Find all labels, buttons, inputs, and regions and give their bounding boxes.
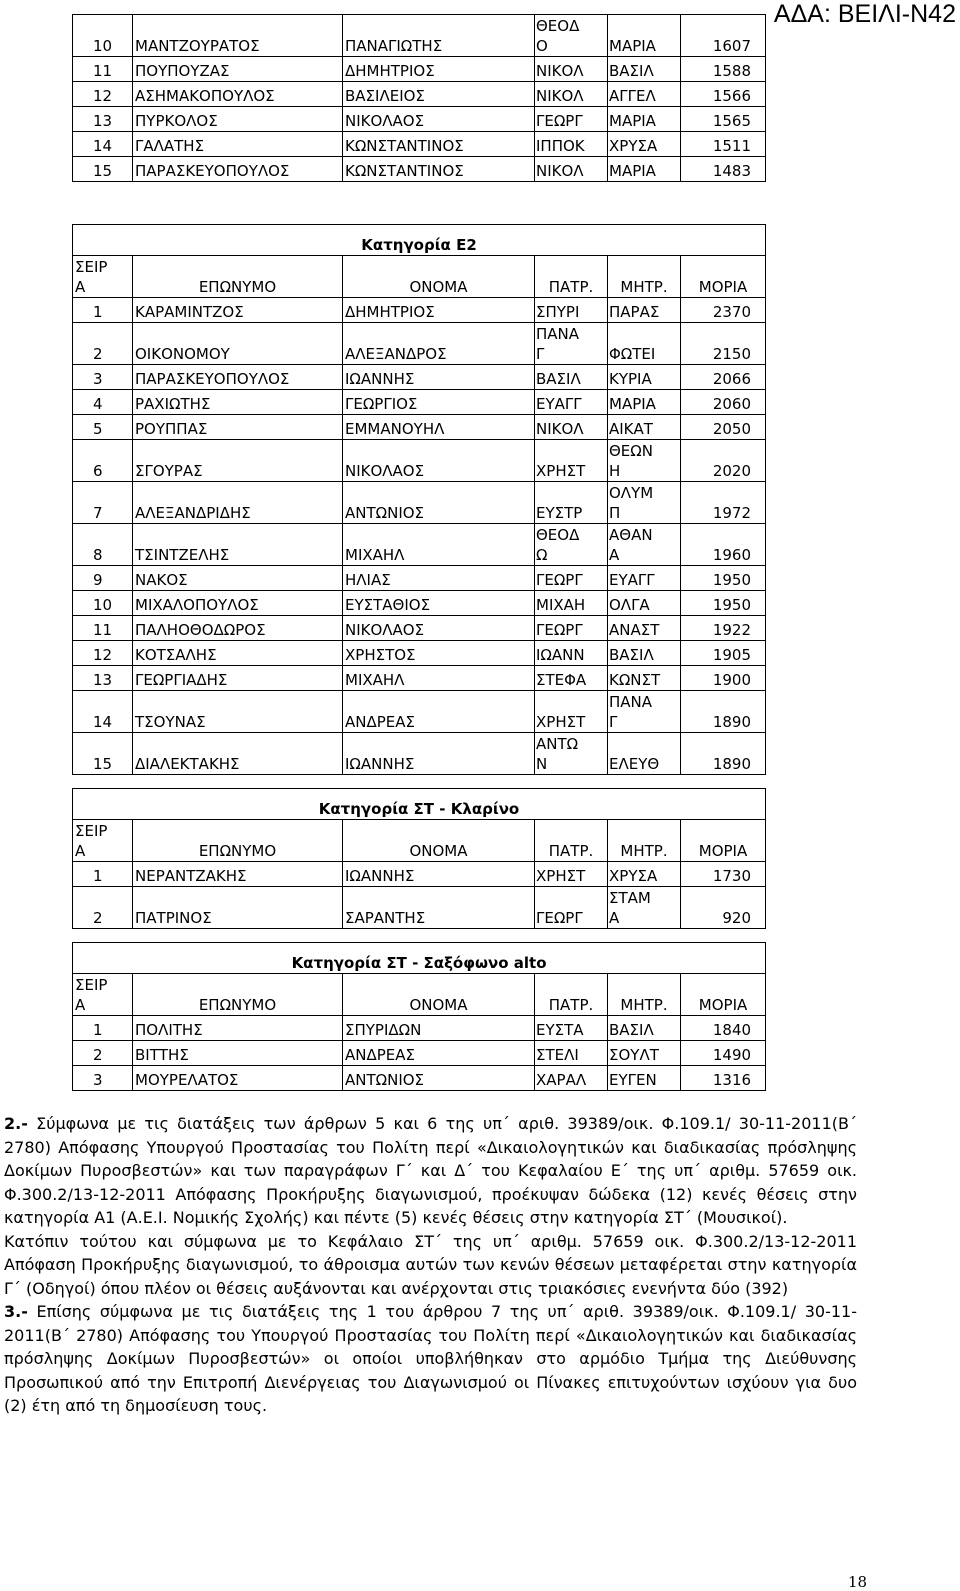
cell-row-number: 15 xyxy=(73,733,133,775)
cell-surname: ΜΟΥΡΕΛΑΤΟΣ xyxy=(133,1066,343,1091)
cell-first-name: ΜΙΧΑΗΛ xyxy=(343,524,535,566)
cell-surname: ΝΑΚΟΣ xyxy=(133,566,343,591)
cell-mother-name: ΧΡΥΣΑ xyxy=(608,862,681,887)
cell-surname: ΠΥΡΚΟΛΟΣ xyxy=(133,107,343,132)
cell-score: 1890 xyxy=(681,733,766,775)
cell-father-name: ΓΕΩΡΓ xyxy=(535,616,608,641)
cell-score: 1607 xyxy=(681,15,766,57)
table-header-row xyxy=(73,256,766,298)
cell-score: 2050 xyxy=(681,415,766,440)
cell-row-number: 3 xyxy=(73,365,133,390)
cell-mother-name: ΑΝΑΣΤ xyxy=(608,616,681,641)
cell-first-name: ΝΙΚΟΛΑΟΣ xyxy=(343,616,535,641)
cell-row-number: 2 xyxy=(73,323,133,365)
cell-father-name: ΧΑΡΑΛ xyxy=(535,1066,608,1091)
cell-row-number: 2 xyxy=(73,887,133,929)
cell-score: 1900 xyxy=(681,666,766,691)
cell-father-name: ΘΕΟΔ Ω xyxy=(535,524,608,566)
table-row xyxy=(73,616,766,641)
cell-father-name: ΓΕΩΡΓ xyxy=(535,887,608,929)
table-body xyxy=(73,15,766,182)
header-surname: ΕΠΩΝΥΜΟ xyxy=(133,820,343,862)
body-text xyxy=(4,1112,857,1418)
table-top-continuation xyxy=(72,14,766,182)
cell-row-number: 11 xyxy=(73,57,133,82)
table-row xyxy=(73,365,766,390)
header-first-name: ΟΝΟΜΑ xyxy=(343,820,535,862)
cell-first-name: ΚΩΝΣΤΑΝΤΙΝΟΣ xyxy=(343,132,535,157)
cell-surname: ΤΣΟΥΝΑΣ xyxy=(133,691,343,733)
cell-mother-name: ΜΑΡΙΑ xyxy=(608,390,681,415)
cell-surname: ΔΙΑΛΕΚΤΑΚΗΣ xyxy=(133,733,343,775)
cell-row-number: 2 xyxy=(73,1041,133,1066)
cell-first-name: ΒΑΣΙΛΕΙΟΣ xyxy=(343,82,535,107)
cell-surname: ΠΑΡΑΣΚΕΥΟΠΟΥΛΟΣ xyxy=(133,157,343,182)
header-first-name: ΟΝΟΜΑ xyxy=(343,974,535,1016)
cell-mother-name: ΦΩΤΕΙ xyxy=(608,323,681,365)
cell-first-name: ΑΝΔΡΕΑΣ xyxy=(343,691,535,733)
cell-mother-name: ΑΘΑΝ Α xyxy=(608,524,681,566)
header-surname: ΕΠΩΝΥΜΟ xyxy=(133,256,343,298)
cell-mother-name: ΕΥΑΓΓ xyxy=(608,566,681,591)
header-first-name: ΟΝΟΜΑ xyxy=(343,256,535,298)
cell-row-number: 15 xyxy=(73,157,133,182)
cell-father-name: ΧΡΗΣΤ xyxy=(535,862,608,887)
table-row xyxy=(73,390,766,415)
table-row xyxy=(73,482,766,524)
cell-father-name: ΝΙΚΟΛ xyxy=(535,57,608,82)
category-title: Κατηγορία ΣΤ - Σαξόφωνο alto xyxy=(73,943,766,974)
cell-surname: ΚΑΡΑΜΙΝΤΖΟΣ xyxy=(133,298,343,323)
cell-father-name: ΣΤΕΛΙ xyxy=(535,1041,608,1066)
cell-first-name: ΣΠΥΡΙΔΩΝ xyxy=(343,1016,535,1041)
cell-father-name: ΘΕΟΔ Ο xyxy=(535,15,608,57)
header-surname: ΕΠΩΝΥΜΟ xyxy=(133,974,343,1016)
table-header-row xyxy=(73,974,766,1016)
table-row xyxy=(73,82,766,107)
cell-first-name: ΔΗΜΗΤΡΙΟΣ xyxy=(343,57,535,82)
header-father-name: ΠΑΤΡ. xyxy=(535,974,608,1016)
cell-first-name: ΚΩΝΣΤΑΝΤΙΝΟΣ xyxy=(343,157,535,182)
table-row xyxy=(73,1016,766,1041)
table-row xyxy=(73,666,766,691)
cell-mother-name: ΜΑΡΙΑ xyxy=(608,107,681,132)
paragraph-text: Σύμφωνα με τις διατάξεις των άρθρων 5 και 6 της υπ΄ αριθ. 39389/οικ. Φ.109.1/ 30-11-2011(Β΄ 2780) Απόφασης Υπουργού Προστασίας του Πολίτη περί «Δικαιολογητικών και διαδικασίας πρόσληψης Δοκίμων Πυροσβεστών» και των παραγράφων Γ΄ και Δ΄ του Κεφαλαίου Ε΄ της υπ΄ αριθμ. 57659 οικ. Φ.300.2/13-12-2011 Απόφασης Προκήρυξης διαγωνισμού, προέκυψαν δώδεκα (12) κενές θέσεις στην κατηγορία Α1 (Α.Ε.Ι. Νομικής Σχολής) και πέντε (5) κενές θέσεις στην κατηγορία ΣΤ΄ (Μουσικοί). xyxy=(4,1114,857,1227)
table-row xyxy=(73,157,766,182)
cell-row-number: 13 xyxy=(73,666,133,691)
cell-mother-name: ΜΑΡΙΑ xyxy=(608,15,681,57)
cell-first-name: ΙΩΑΝΝΗΣ xyxy=(343,733,535,775)
header-score: ΜΟΡΙΑ xyxy=(681,820,766,862)
cell-first-name: ΣΑΡΑΝΤΗΣ xyxy=(343,887,535,929)
cell-row-number: 9 xyxy=(73,566,133,591)
cell-row-number: 14 xyxy=(73,132,133,157)
cell-first-name: ΙΩΑΝΝΗΣ xyxy=(343,365,535,390)
cell-score: 1950 xyxy=(681,566,766,591)
cell-mother-name: ΟΛΥΜ Π xyxy=(608,482,681,524)
cell-father-name: ΧΡΗΣΤ xyxy=(535,440,608,482)
cell-score: 1490 xyxy=(681,1041,766,1066)
cell-row-number: 3 xyxy=(73,1066,133,1091)
table-row xyxy=(73,132,766,157)
cell-row-number: 12 xyxy=(73,82,133,107)
header-mother-name: ΜΗΤΡ. xyxy=(608,256,681,298)
cell-surname: ΡΟΥΠΠΑΣ xyxy=(133,415,343,440)
cell-first-name: ΔΗΜΗΤΡΙΟΣ xyxy=(343,298,535,323)
cell-first-name: ΝΙΚΟΛΑΟΣ xyxy=(343,440,535,482)
cell-score: 2066 xyxy=(681,365,766,390)
cell-score: 1905 xyxy=(681,641,766,666)
table-row xyxy=(73,566,766,591)
header-father-name: ΠΑΤΡ. xyxy=(535,820,608,862)
paragraph-text: Επίσης σύμφωνα με τις διατάξεις της 1 του άρθρου 7 της υπ΄ αριθ. 39389/οικ. Φ.109.1/ 30-11-2011(Β΄ 2780) Απόφασης του Υπουργού Προστασίας του Πολίτη περί «Δικαιολογητικών και διαδικασίας πρόσληψης Δοκίμων Πυροσβεστών» οι οποίοι υποβλήθηκαν στο αρμόδιο Τμήμα της Διεύθυνσης Προσωπικού από την Επιτροπή Διενέργειας του Διαγωνισμού οι Πίνακες επιτυχούντων ισχύουν για δυο (2) έτη από τη δημοσίευση τους. xyxy=(4,1302,857,1415)
cell-father-name: ΝΙΚΟΛ xyxy=(535,157,608,182)
header-mother-name: ΜΗΤΡ. xyxy=(608,820,681,862)
cell-surname: ΓΑΛΑΤΗΣ xyxy=(133,132,343,157)
cell-mother-name: ΣΤΑΜ Α xyxy=(608,887,681,929)
cell-score: 1840 xyxy=(681,1016,766,1041)
header-row-number: ΣΕΙΡ Α xyxy=(73,820,133,862)
cell-first-name: ΑΝΔΡΕΑΣ xyxy=(343,1041,535,1066)
cell-row-number: 4 xyxy=(73,390,133,415)
cell-score: 1972 xyxy=(681,482,766,524)
cell-surname: ΝΕΡΑΝΤΖΑΚΗΣ xyxy=(133,862,343,887)
table-row xyxy=(73,887,766,929)
cell-mother-name: ΚΩΝΣΤ xyxy=(608,666,681,691)
cell-surname: ΓΕΩΡΓΙΑΔΗΣ xyxy=(133,666,343,691)
table-row xyxy=(73,298,766,323)
cell-score: 920 xyxy=(681,887,766,929)
cell-father-name: ΜΙΧΑΗ xyxy=(535,591,608,616)
cell-mother-name: ΒΑΣΙΛ xyxy=(608,641,681,666)
header-score: ΜΟΡΙΑ xyxy=(681,974,766,1016)
cell-father-name: ΝΙΚΟΛ xyxy=(535,82,608,107)
cell-first-name: ΝΙΚΟΛΑΟΣ xyxy=(343,107,535,132)
cell-father-name: ΠΑΝΑ Γ xyxy=(535,323,608,365)
table-row xyxy=(73,733,766,775)
cell-row-number: 1 xyxy=(73,298,133,323)
page-number: 18 xyxy=(848,1573,868,1591)
paragraph-text: Κατόπιν τούτου και σύμφωνα με το Κεφάλαιο ΣΤ΄ της υπ΄ αριθμ. 57659 οικ. Φ.300.2/13-12-2011 Απόφαση Προκήρυξης διαγωνισμού, το άθροισμα αυτών των κενών θέσεων μεταφέρεται στην κατηγορία Γ΄ (Οδηγοί) όπου πλέον οι θέσεις αυξάνονται και ανέρχονται στις τριακόσιες ενενήντα δύο (392) xyxy=(4,1231,857,1298)
cell-score: 1483 xyxy=(681,157,766,182)
cell-mother-name: ΜΑΡΙΑ xyxy=(608,157,681,182)
cell-first-name: ΑΝΤΩΝΙΟΣ xyxy=(343,1066,535,1091)
cell-first-name: ΗΛΙΑΣ xyxy=(343,566,535,591)
cell-father-name: ΣΠΥΡΙ xyxy=(535,298,608,323)
category-title: Κατηγορία Ε2 xyxy=(73,225,766,256)
cell-first-name: ΧΡΗΣΤΟΣ xyxy=(343,641,535,666)
cell-score: 2150 xyxy=(681,323,766,365)
table-body xyxy=(73,943,766,1091)
cell-row-number: 12 xyxy=(73,641,133,666)
cell-mother-name: ΑΙΚΑΤ xyxy=(608,415,681,440)
cell-surname: ΜΑΝΤΖΟΥΡΑΤΟΣ xyxy=(133,15,343,57)
cell-father-name: ΓΕΩΡΓ xyxy=(535,107,608,132)
table-row xyxy=(73,591,766,616)
cell-row-number: 10 xyxy=(73,15,133,57)
cell-mother-name: ΒΑΣΙΛ xyxy=(608,57,681,82)
cell-father-name: ΣΤΕΦΑ xyxy=(535,666,608,691)
cell-first-name: ΕΥΣΤΑΘΙΟΣ xyxy=(343,591,535,616)
table-row xyxy=(73,323,766,365)
table-row xyxy=(73,440,766,482)
cell-row-number: 1 xyxy=(73,1016,133,1041)
cell-row-number: 13 xyxy=(73,107,133,132)
cell-row-number: 5 xyxy=(73,415,133,440)
table-header-row xyxy=(73,820,766,862)
cell-mother-name: ΒΑΣΙΛ xyxy=(608,1016,681,1041)
cell-mother-name: ΟΛΓΑ xyxy=(608,591,681,616)
table-row xyxy=(73,862,766,887)
cell-score: 2020 xyxy=(681,440,766,482)
cell-score: 1588 xyxy=(681,57,766,82)
paragraph-number: 2.- xyxy=(4,1114,28,1133)
cell-father-name: ΕΥΑΓΓ xyxy=(535,390,608,415)
cell-row-number: 10 xyxy=(73,591,133,616)
document-code: ΑΔΑ: ΒΕΙΛΙ-Ν42 xyxy=(773,0,956,28)
cell-first-name: ΠΑΝΑΓΙΩΤΗΣ xyxy=(343,15,535,57)
cell-surname: ΠΑΛΗΟΘΟΔΩΡΟΣ xyxy=(133,616,343,641)
cell-first-name: ΙΩΑΝΝΗΣ xyxy=(343,862,535,887)
cell-score: 2060 xyxy=(681,390,766,415)
table-body xyxy=(73,789,766,929)
table-category-st-saxophone xyxy=(72,942,766,1091)
paragraph xyxy=(4,1112,857,1230)
cell-score: 2370 xyxy=(681,298,766,323)
cell-father-name: ΒΑΣΙΛ xyxy=(535,365,608,390)
cell-score: 1922 xyxy=(681,616,766,641)
cell-row-number: 14 xyxy=(73,691,133,733)
table-row xyxy=(73,1066,766,1091)
cell-first-name: ΜΙΧΑΗΛ xyxy=(343,666,535,691)
cell-surname: ΡΑΧΙΩΤΗΣ xyxy=(133,390,343,415)
paragraph xyxy=(4,1230,857,1301)
cell-surname: ΟΙΚΟΝΟΜΟΥ xyxy=(133,323,343,365)
cell-surname: ΠΟΛΙΤΗΣ xyxy=(133,1016,343,1041)
cell-mother-name: ΧΡΥΣΑ xyxy=(608,132,681,157)
cell-score: 1950 xyxy=(681,591,766,616)
cell-surname: ΒΙΤΤΗΣ xyxy=(133,1041,343,1066)
cell-first-name: ΓΕΩΡΓΙΟΣ xyxy=(343,390,535,415)
cell-father-name: ΝΙΚΟΛ xyxy=(535,415,608,440)
table-row xyxy=(73,691,766,733)
cell-surname: ΑΣΗΜΑΚΟΠΟΥΛΟΣ xyxy=(133,82,343,107)
cell-mother-name: ΠΑΡΑΣ xyxy=(608,298,681,323)
cell-mother-name: ΕΛΕΥΘ xyxy=(608,733,681,775)
cell-surname: ΠΑΤΡΙΝΟΣ xyxy=(133,887,343,929)
cell-surname: ΣΓΟΥΡΑΣ xyxy=(133,440,343,482)
cell-score: 1890 xyxy=(681,691,766,733)
cell-surname: ΠΟΥΠΟΥΖΑΣ xyxy=(133,57,343,82)
cell-father-name: ΕΥΣΤΡ xyxy=(535,482,608,524)
cell-first-name: ΑΛΕΞΑΝΔΡΟΣ xyxy=(343,323,535,365)
table-row xyxy=(73,15,766,57)
cell-score: 1511 xyxy=(681,132,766,157)
cell-row-number: 7 xyxy=(73,482,133,524)
cell-first-name: ΑΝΤΩΝΙΟΣ xyxy=(343,482,535,524)
header-father-name: ΠΑΤΡ. xyxy=(535,256,608,298)
cell-father-name: ΧΡΗΣΤ xyxy=(535,691,608,733)
cell-father-name: ΑΝΤΩ Ν xyxy=(535,733,608,775)
cell-father-name: ΕΥΣΤΑ xyxy=(535,1016,608,1041)
table-row xyxy=(73,107,766,132)
cell-mother-name: ΠΑΝΑ Γ xyxy=(608,691,681,733)
cell-mother-name: ΣΟΥΛΤ xyxy=(608,1041,681,1066)
table-row xyxy=(73,1041,766,1066)
cell-surname: ΑΛΕΞΑΝΔΡΙΔΗΣ xyxy=(133,482,343,524)
cell-surname: ΜΙΧΑΛΟΠΟΥΛΟΣ xyxy=(133,591,343,616)
cell-first-name: ΕΜΜΑΝΟΥΗΛ xyxy=(343,415,535,440)
cell-mother-name: ΑΓΓΕΛ xyxy=(608,82,681,107)
cell-row-number: 8 xyxy=(73,524,133,566)
cell-score: 1565 xyxy=(681,107,766,132)
cell-score: 1730 xyxy=(681,862,766,887)
table-row xyxy=(73,524,766,566)
header-row-number: ΣΕΙΡ Α xyxy=(73,256,133,298)
cell-father-name: ΙΩΑΝΝ xyxy=(535,641,608,666)
header-mother-name: ΜΗΤΡ. xyxy=(608,974,681,1016)
cell-score: 1566 xyxy=(681,82,766,107)
table-row xyxy=(73,641,766,666)
cell-mother-name: ΘΕΩΝ Η xyxy=(608,440,681,482)
header-score: ΜΟΡΙΑ xyxy=(681,256,766,298)
cell-mother-name: ΚΥΡΙΑ xyxy=(608,365,681,390)
paragraph-number: 3.- xyxy=(4,1302,28,1321)
category-title: Κατηγορία ΣΤ - Κλαρίνο xyxy=(73,789,766,820)
cell-row-number: 1 xyxy=(73,862,133,887)
cell-father-name: ΓΕΩΡΓ xyxy=(535,566,608,591)
table-row xyxy=(73,415,766,440)
cell-row-number: 11 xyxy=(73,616,133,641)
cell-surname: ΤΣΙΝΤΖΕΛΗΣ xyxy=(133,524,343,566)
cell-score: 1316 xyxy=(681,1066,766,1091)
cell-mother-name: ΕΥΓΕΝ xyxy=(608,1066,681,1091)
cell-surname: ΠΑΡΑΣΚΕΥΟΠΟΥΛΟΣ xyxy=(133,365,343,390)
table-body xyxy=(73,225,766,775)
table-category-st-clarinet xyxy=(72,788,766,929)
table-category-e2 xyxy=(72,224,766,775)
cell-row-number: 6 xyxy=(73,440,133,482)
paragraph xyxy=(4,1300,857,1418)
cell-father-name: ΙΠΠΟΚ xyxy=(535,132,608,157)
header-row-number: ΣΕΙΡ Α xyxy=(73,974,133,1016)
cell-surname: ΚΟΤΣΑΛΗΣ xyxy=(133,641,343,666)
table-row xyxy=(73,57,766,82)
cell-score: 1960 xyxy=(681,524,766,566)
